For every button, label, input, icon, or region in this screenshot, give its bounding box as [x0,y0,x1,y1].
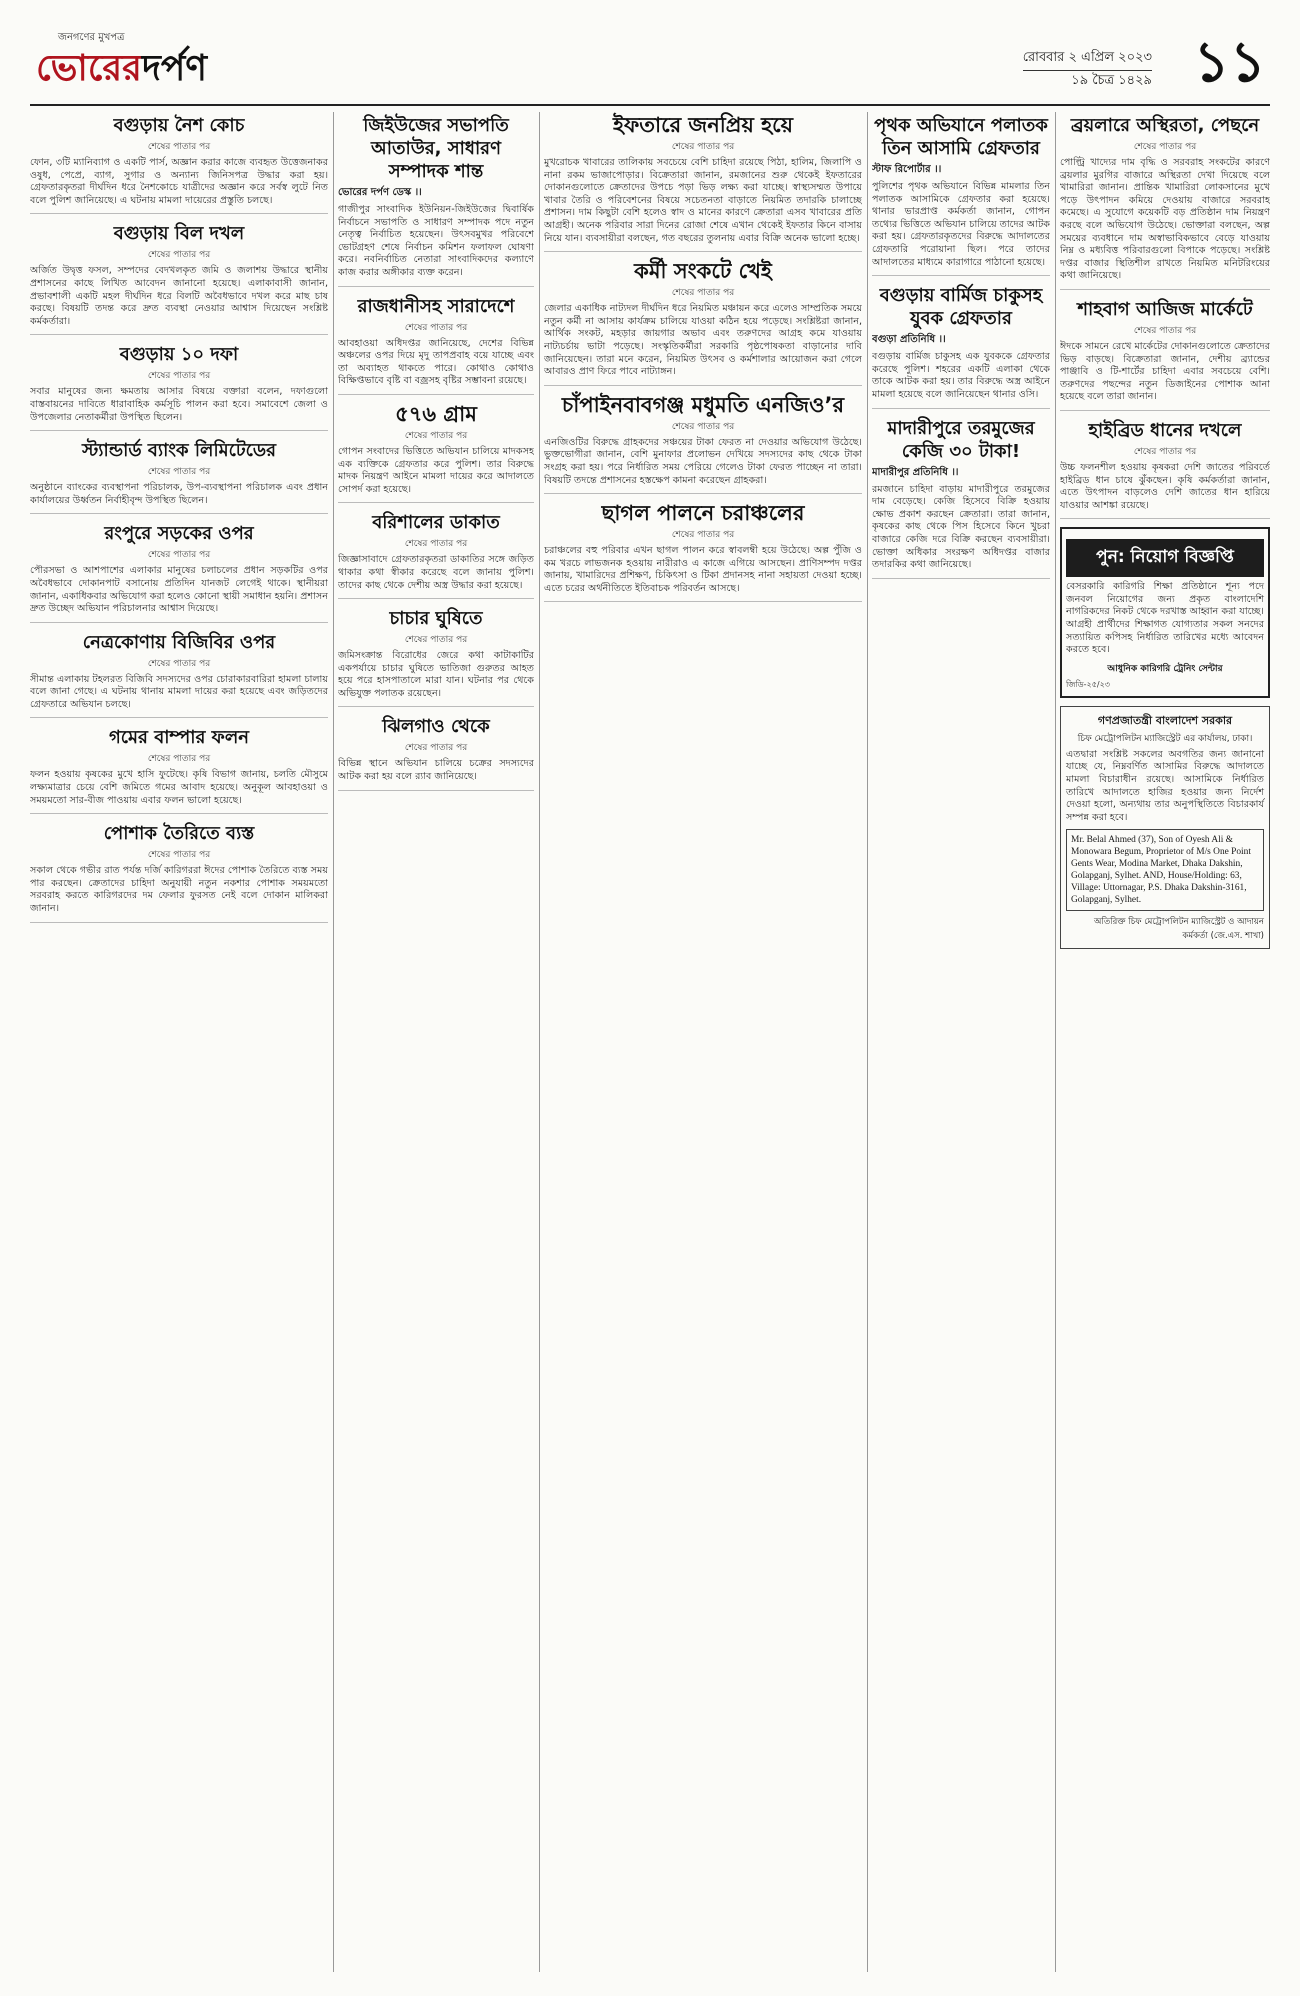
column-3 [544,112,862,1972]
continuation-note: শেষের পাতার পর [1133,325,1197,336]
story [30,439,328,514]
story-headline: চাঁপাইনবাবগঞ্জ মধুমতি এনজিও’র [561,392,845,417]
story-headline: ছাগল পালনে চরাঞ্চলের [601,501,805,526]
continuation-note: শেষের পাতার পর [147,850,211,861]
recruitment-notice [1060,527,1270,698]
story-body: ফোন, ৩টি ম্যানিব্যাগ ও একটি পার্স, অজ্ঞান করার কাজে ব্যবহৃত উত্তেজনাকর ওষুধ, পেপ্রে, ব্যাগ, সুগার ও অন্যান্য জিনিসপত্র উদ্ধার করা হয়। গ্রেফতারকৃতরা দীর্ঘদিন ধরে নৈশকোচে যাত্রীদের অজ্ঞান করে সর্বস্ব লুটে নিত বলে পুলিশ জানিয়েছে। এ ঘটনায় মামলা দায়েরের প্রস্তুতি চলছে। [30,157,328,206]
continuation-note: শেষের পাতার পর [671,142,735,152]
story-headline: জিইউজের সভাপতি আতাউর, সাধারণ সম্পাদক শান্ত [363,115,509,182]
story-body: গাজীপুর সাংবাদিক ইউনিয়ন-জিইউজের দ্বিবার্ষিক নির্বাচনে সভাপতি ও সাধারণ সম্পাদক পদে নতুন নেতৃত্ব নির্বাচিত হয়েছেন। উৎসবমুখর পরিবেশে ভোটগ্রহণ শেষে নির্বাচন কমিশন ফলাফল ঘোষণা করে। নবনির্বাচিত নেতারা সাংবাদিকদের কল্যাণে কাজ করার অঙ্গীকার ব্যক্ত করেন। [338,204,534,278]
column-1 [30,112,328,1972]
story [544,502,862,602]
continuation-note: শেষের পাতার পর [147,250,211,261]
story-byline: মাদারীপুর প্রতিনিধি ।। [872,466,959,478]
ad-code: জিডি-২৫/২৩ [1066,679,1111,689]
continuation-note: শেষের পাতার পর [404,539,468,550]
story [338,295,534,395]
story [544,260,862,386]
story [544,394,862,494]
court-notice [1060,706,1270,950]
story [30,631,328,719]
story-headline: শাহবাগ আজিজ মার্কেটে [1077,298,1253,320]
continuation-note: শেষের পাতার পর [147,754,211,765]
continuation-note: শেষের পাতার পর [671,421,735,432]
story-body: চরাঞ্চলের বহু পরিবার এখন ছাগল পালন করে স্বাবলম্বী হয়ে উঠেছে। অল্প পুঁজি ও কম খরচে লাভজনক হওয়ায় নারীরাও এ কাজে এগিয়ে আসছেন। প্রাণিসম্পদ দপ্তর জানায়, খামারিদের প্রশিক্ষণ, চিকিৎসা ও টিকা প্রদানসহ নানা সহায়তা দেওয়া হচ্ছে। এতে চরের অর্থনীতিতে ইতিবাচক পরিবর্তন আসছে। [544,545,862,594]
story-headline: স্ট্যান্ডার্ড ব্যাংক লিমিটেডের [81,440,277,462]
story-headline: চাচার ঘুষিতে [389,608,483,630]
story-body: জিজ্ঞাসাবাদে গ্রেফতারকৃতরা ডাকাতির সঙ্গে জড়িত থাকার কথা স্বীকার করেছে বলে জানায় পুলিশ। তাদের কাছ থেকে দেশীয় অস্ত্র উদ্ধার করা হয়েছে। [338,554,534,591]
court-notice-body: এতদ্বারা সংশ্লিষ্ট সকলের অবগতির জন্য জানানো যাচ্ছে যে, নিম্নবর্ণিত আসামির বিরুদ্ধে আদালতে মামলা বিচারাধীন রয়েছে। আসামিকে নির্ধারিত তারিখে আদালতে হাজির হওয়ার জন্য নির্দেশ দেওয়া হলো, অন্যথায় তার অনুপস্থিতিতে বিচারকার্য সম্পন্ন করা হবে। [1066,748,1264,823]
accused-details: Mr. Belal Ahmed (37), Son of Oyesh Ali & Monowara Begum, Proprietor of M/s One Point Gents Wear, Modina Market, Dhaka Dakshin, Golapganj, Sylhet. AND, House/Holding: 63, Village: Uttornagar, P.S. Dhaka Dakshin-3161, Golapganj, Sylhet. [1066,829,1264,911]
story [30,222,328,335]
court-notice-title: গণপ্রজাতন্ত্রী বাংলাদেশ সরকার [1097,713,1233,727]
story-headline: রাজধানীসহ সারাদেশে [357,295,515,317]
story [30,522,328,622]
story-headline: ইফতারে জনপ্রিয় হয়ে [613,113,793,137]
continuation-note: শেষের পাতার পর [147,371,211,382]
story [30,726,328,814]
column-rule [333,112,334,1972]
story-headline: পৃথক অভিযানে পলাতক তিন আসামি গ্রেফতার [874,115,1048,159]
story-body: ঈদকে সামনে রেখে মার্কেটের দোকানগুলোতে ক্রেতাদের ভিড় বাড়ছে। বিক্রেতারা জানান, দেশীয় ব্র্যান্ডের পাঞ্জাবি ও টি-শার্টের চাহিদা এবার সবচেয়ে বেশি। তরুণদের পছন্দের নতুন ডিজাইনের পোশাক আনা হয়েছে বলে তারা জানান। [1060,340,1270,403]
story-headline: বগুড়ায় ১০ দফা [119,344,239,366]
story-headline: বগুড়ায় বিল দখল [113,223,245,245]
continuation-note: শেষের পাতার পর [404,430,468,441]
story [1060,114,1270,290]
story-byline: বগুড়া প্রতিনিধি ।। [872,334,946,346]
column-5 [1060,112,1270,1972]
continuation-note: শেষের পাতার পর [147,550,211,561]
column-rule [867,112,868,1972]
continuation-note: শেষের পাতার পর [1133,142,1197,152]
court-notice-signature: অতিরিক্ত চিফ মেট্রোপলিটন ম্যাজিস্ট্রেট ও আদায়ন কর্মকর্তা (জে.এস. শাখা) [1094,917,1264,942]
story-body: সকাল থেকে গভীর রাত পর্যন্ত দর্জি কারিগররা ঈদের পোশাক তৈরিতে ব্যস্ত সময় পার করছেন। ক্রেতাদের চাহিদা অনুযায়ী নতুন নকশার পোশাক সময়মতো সরবরাহ করতে কারিগরদের দম ফেলার ফুরসত নেই বলে দোকান মালিকরা জানান। [30,865,328,915]
notice-signature: আধুনিক কারিগরি ট্রেনিং সেন্টার [1107,663,1223,674]
logo-name [36,47,207,91]
newspaper-logo [36,30,207,91]
story-body: মুখরোচক খাবারের তালিকায় সবচেয়ে বেশি চাহিদা রয়েছে পিঠা, হালিম, জিলাপি ও নানা রকম ভাজাপোড়ার। বিক্রেতারা জানান, রমজানের শুরু থেকেই ইফতারের দোকানগুলোতে ক্রেতাদের উপচে পড়া ভিড় লক্ষ্য করা যাচ্ছে। স্বাস্থ্যসম্মত উপায়ে খাবার তৈরি ও পরিবেশনের বিষয়ে সচেতনতা বাড়াতে নিয়মিত তদারকি চালাচ্ছে প্রশাসন। দাম কিছুটা বেশি হলেও স্বাদ ও মানের কারণে ক্রেতারা এসব খাবারের প্রতি আগ্রহী। অনেক পরিবার সারা দিনের রোজা শেষে এখান থেকেই ইফতার কিনে বাসায় নিয়ে যান। ব্যবসায়ীরা বলছেন, গত বছরের তুলনায় এবার বিক্রি অনেক ভালো হচ্ছে। [544,157,862,244]
story-headline: মাদারীপুরে তরমুজের কেজি ৩০ টাকা! [887,417,1035,462]
story [338,403,534,503]
notice-title: পুন: নিয়োগ বিজ্ঞপ্তি [1066,539,1264,577]
story-body: বিভিন্ন স্থানে অভিযান চালিয়ে চক্রের সদস্যদের আটক করা হয় বলে র‍্যাব জানিয়েছে। [338,758,534,783]
story-body: এনজিওটির বিরুদ্ধে গ্রাহকদের সঞ্চয়ের টাকা ফেরত না দেওয়ার অভিযোগ উঠেছে। ভুক্তভোগীরা জানান, বেশি মুনাফার প্রলোভন দেখিয়ে সদস্যদের কাছ থেকে টাকা সংগ্রহ করা হয়। পরে নির্ধারিত সময় পেরিয়ে গেলেও টাকা ফেরত পাচ্ছেন না তারা। বিষয়টি তদন্তে প্রশাসনের হস্তক্ষেপ কামনা করেছেন গ্রাহকরা। [544,436,862,486]
date-bangla: ১৯ চৈত্র ১৪২৯ [1071,73,1152,88]
story-headline: বগুড়ায় বার্মিজ চাকুসহ যুবক গ্রেফতার [879,285,1043,330]
issue-date [1023,48,1152,91]
story-body: আবহাওয়া অধিদপ্তর জানিয়েছে, দেশের বিভিন্ন অঞ্চলের ওপর দিয়ে মৃদু তাপপ্রবাহ বয়ে যাচ্ছে এবং তা অব্যাহত থাকতে পারে। কোথাও কোথাও বিক্ষিপ্তভাবে বৃষ্টি বা বজ্রসহ বৃষ্টির সম্ভাবনা রয়েছে। [338,337,534,387]
court-notice-subtitle: চিফ মেট্রোপলিটন ম্যাজিস্ট্রেট এর কার্যালয়, ঢাকা। [1077,733,1253,744]
story-headline: বরিশালের ডাকাত [372,512,500,534]
continuation-note: শেষের পাতার পর [404,322,468,333]
continuation-note: শেষের পাতার পর [671,530,735,541]
story-body: জেলার একাধিক নাট্যদল দীর্ঘদিন ধরে নিয়মিত মঞ্চায়ন করে এলেও সাম্প্রতিক সময়ে নতুন কর্মী না আসায় কার্যক্রম চালিয়ে যাওয়া কঠিন হয়ে পড়েছে। সংশ্লিষ্টরা জানান, আর্থিক সংকট, মহড়ার জায়গার অভাব এবং তরুণদের আগ্রহ কমে যাওয়ায় নাট্যচর্চায় ভাটা পড়েছে। সংস্কৃতিকর্মীরা সরকারি পৃষ্ঠপোষকতা বাড়ানোর দাবি জানিয়েছেন। তারা মনে করেন, নিয়মিত উৎসব ও কর্মশালার আয়োজন করা গেলে আবারও প্রাণ ফিরে পাবে নাট্যাঙ্গন। [544,303,862,378]
story [338,511,534,599]
story-headline: বগুড়ায় নৈশ কোচ [113,115,245,136]
story [338,607,534,707]
continuation-note: শেষের পাতার পর [404,743,468,754]
story-headline: গমের বাম্পার ফলন [109,727,249,749]
continuation-note: শেষের পাতার পর [404,635,468,646]
continuation-note: শেষের পাতার পর [1133,446,1197,457]
story-body: সীমান্ত এলাকায় টহলরত বিজিবি সদস্যদের ওপর চোরাকারবারিরা হামলা চালায় বলে জানা গেছে। এ ঘটনায় থানায় মামলা দায়ের করা হয়েছে এবং জড়িতদের গ্রেফতারে অভিযান চলছে। [30,673,328,710]
continuation-note: শেষের পাতার পর [147,142,211,152]
story-body: রমজানে চাহিদা বাড়ায় মাদারীপুরে তরমুজের দাম বেড়েছে। কেজি হিসেবে বিক্রি হওয়ায় ক্ষোভ প্রকাশ করছেন ক্রেতারা। তারা জানান, কৃষকের কাছ থেকে পিস হিসেবে কিনে খুচরা বাজারে কেজি দরে বিক্রি করছেন ব্যবসায়ীরা। ভোক্তা অধিকার সংরক্ষণ অধিদপ্তর বাজার তদারকির কথা জানিয়েছে। [872,483,1050,571]
story-headline: রংপুরে সড়কের ওপর [104,523,254,545]
story-headline: ঝিলগাও থেকে [382,716,490,738]
story-headline: ব্রয়লারে অস্থিরতা, পেছনে [1070,115,1260,136]
story [1060,298,1270,411]
story-body: পোল্ট্রি খাদ্যের দাম বৃদ্ধি ও সরবরাহ সংকটের কারণে ব্রয়লার মুরগির বাজারে অস্থিরতা দেখা দিয়েছে বলে খামারিরা জানান। প্রান্তিক খামারিরা লোকসানের মুখে পড়ে উৎপাদন কমিয়ে দেওয়ায় বাজারে সরবরাহ কমেছে। এ সুযোগে কয়েকটি বড় প্রতিষ্ঠান দাম নিয়ন্ত্রণ করছে বলে অভিযোগ উঠেছে। ভোক্তারা বলছেন, অল্প সময়ের ব্যবধানে দাম অস্বাভাবিকভাবে বেড়ে যাওয়ায় নিম্ন ও মধ্যবিত্ত পরিবারগুলো বিপাকে পড়েছে। সংশ্লিষ্ট দপ্তর বাজার স্থিতিশীল রাখতে নিয়মিত মনিটরিংয়ের কথা জানিয়েছে। [1060,157,1270,282]
column-4 [872,112,1050,1972]
story [30,114,328,214]
story-body: উচ্চ ফলনশীল হওয়ায় কৃষকরা দেশি জাতের পরিবর্তে হাইব্রিড ধান চাষে ঝুঁকছেন। কৃষি কর্মকর্তারা জানান, এতে উৎপাদন বাড়লেও দেশি জাতের ধান হারিয়ে যাওয়ার আশঙ্কা রয়েছে। [1060,461,1270,511]
continuation-note: শেষের পাতার পর [671,288,735,299]
story-headline: ৫৭৬ গ্রাম [395,401,477,426]
story-body: ফলন হওয়ায় কৃষকের মুখে হাসি ফুটেছে। কৃষি বিভাগ জানায়, চলতি মৌসুমে লক্ষ্যমাত্রার চেয়ে বেশি জমিতে গমের আবাদ হয়েছে। অনুকূল আবহাওয়া ও সময়মতো সার-বীজ পাওয়ায় এবার ফলন ভালো হয়েছে। [30,769,328,806]
story [338,114,534,287]
story-body: অনুষ্ঠানে ব্যাংকের ব্যবস্থাপনা পরিচালক, উপ-ব্যবস্থাপনা পরিচালক এবং প্রধান কার্যালয়ের উর্ধ্বতন নির্বাহীবৃন্দ উপস্থিত ছিলেন। [30,482,328,506]
continuation-note: শেষের পাতার পর [147,467,211,478]
page-number: ১১ [1193,30,1266,95]
story-body: গোপন সংবাদের ভিত্তিতে অভিযান চালিয়ে মাদকসহ এক ব্যক্তিকে গ্রেফতার করে পুলিশ। তার বিরুদ্ধে মাদক নিয়ন্ত্রণ আইনে মামলা দায়ের করে আদালতে সোপর্দ করা হয়েছে। [338,445,534,495]
story-body: বগুড়ায় বার্মিজ চাকুসহ এক যুবককে গ্রেফতার করেছে পুলিশ। শহরের একটি এলাকা থেকে তাকে আটক করা হয়। তার বিরুদ্ধে অস্ত্র আইনে মামলা হয়েছে বলে জানিয়েছেন থানার ওসি। [872,351,1050,400]
logo-name-part2: দর্পণ [141,48,208,89]
column-rule [1055,112,1056,1972]
story-headline: হাইব্রিড ধানের দখলে [1088,419,1242,441]
story-body: অর্জিত উদ্বৃত্ত ফসল, সম্পদের বেদখলকৃত জমি ও জলাশয় উদ্ধারে স্থানীয় প্রশাসনের কাছে লিখিত আবেদন জানানো হয়েছে। এলাকাবাসী জানান, প্রভাবশালী একটি মহল দীর্ঘদিন ধরে বিলটি অবৈধভাবে দখল করে মাছ চাষ করছে। বিষয়টি তদন্ত করে দ্রুত ব্যবস্থা নেওয়ার আশ্বাস দিয়েছেন সংশ্লিষ্ট কর্মকর্তারা। [30,265,328,327]
story [872,284,1050,408]
date-gregorian: রোববার ২ এপ্রিল ২০২৩ [1023,48,1152,71]
story-headline: পোশাক তৈরিতে ব্যস্ত [103,823,255,845]
story [30,343,328,431]
story [338,715,534,790]
story [544,114,862,252]
masthead [30,26,1270,106]
story-body: পুলিশের পৃথক অভিযানে বিভিন্ন মামলার তিন পলাতক আসামিকে গ্রেফতার করা হয়েছে। থানার ভারপ্রাপ্ত কর্মকর্তা জানান, গোপন তথ্যের ভিত্তিতে অভিযান চালিয়ে তাদের আটক করা হয়। গ্রেফতারকৃতদের বিরুদ্ধে আদালতের গ্রেফতারি পরোয়ানা ছিল। পরে তাদের আদালতের মাধ্যমে কারাগারে পাঠানো হয়েছে। [872,181,1050,268]
story [872,417,1050,579]
story-byline: ভোরের দর্পণ ডেস্ক ।। [338,187,422,198]
story [872,114,1050,276]
logo-tagline: জনগণের মুখপত্র [58,32,125,43]
story-body: পৌরসভা ও আশপাশের এলাকার মানুষের চলাচলের প্রধান সড়কটির ওপর অবৈধভাবে দোকানপাট বসানোয় প্রতিদিন যানজট লেগেই থাকে। স্থানীয়রা জানান, একাধিকবার অভিযোগ করা হলেও কোনো স্থায়ী সমাধান হয়নি। প্রশাসন দ্রুত উচ্ছেদ অভিযান পরিচালনার আশ্বাস দিয়েছে। [30,565,328,615]
story-body: জমিসংক্রান্ত বিরোধের জেরে কথা কাটাকাটির একপর্যায়ে চাচার ঘুষিতে ভাতিজা গুরুতর আহত হয়ে পরে হাসপাতালে মারা যান। ঘটনার পর থেকে অভিযুক্ত পলাতক রয়েছেন। [338,650,534,699]
story-headline: কর্মী সংকটে খেই [634,259,772,284]
column-rule [539,112,540,1972]
story [1060,419,1270,519]
notice-body: বেসরকারি কারিগরি শিক্ষা প্রতিষ্ঠানে শূন্য পদে জনবল নিয়োগের জন্য প্রকৃত বাংলাদেশি নাগরিকদের নিকট থেকে দরখাস্ত আহ্বান করা যাচ্ছে। আগ্রহী প্রার্থীদের শিক্ষাগত যোগ্যতার সকল সনদের সত্যায়িত কপিসহ নির্ধারিত তারিখের মধ্যে আবেদন করতে হবে। [1066,581,1264,656]
story-body: সবার মানুষের জন্য ক্ষমতায় আসার বিষয়ে বক্তারা বলেন, দফাগুলো বাস্তবায়নের দাবিতে ধারাবাহিক কর্মসূচি পালন করা হবে। সমাবেশে জেলা ও উপজেলার নেতাকর্মীরা উপস্থিত ছিলেন। [30,386,328,423]
continuation-note: শেষের পাতার পর [147,658,211,669]
logo-name-part1: ভোরের [36,48,142,89]
story-headline: নেত্রকোণায় বিজিবির ওপর [82,631,276,653]
story-byline: স্টাফ রিপোর্টার ।। [872,164,942,175]
column-2 [338,112,534,1972]
story [30,822,328,922]
